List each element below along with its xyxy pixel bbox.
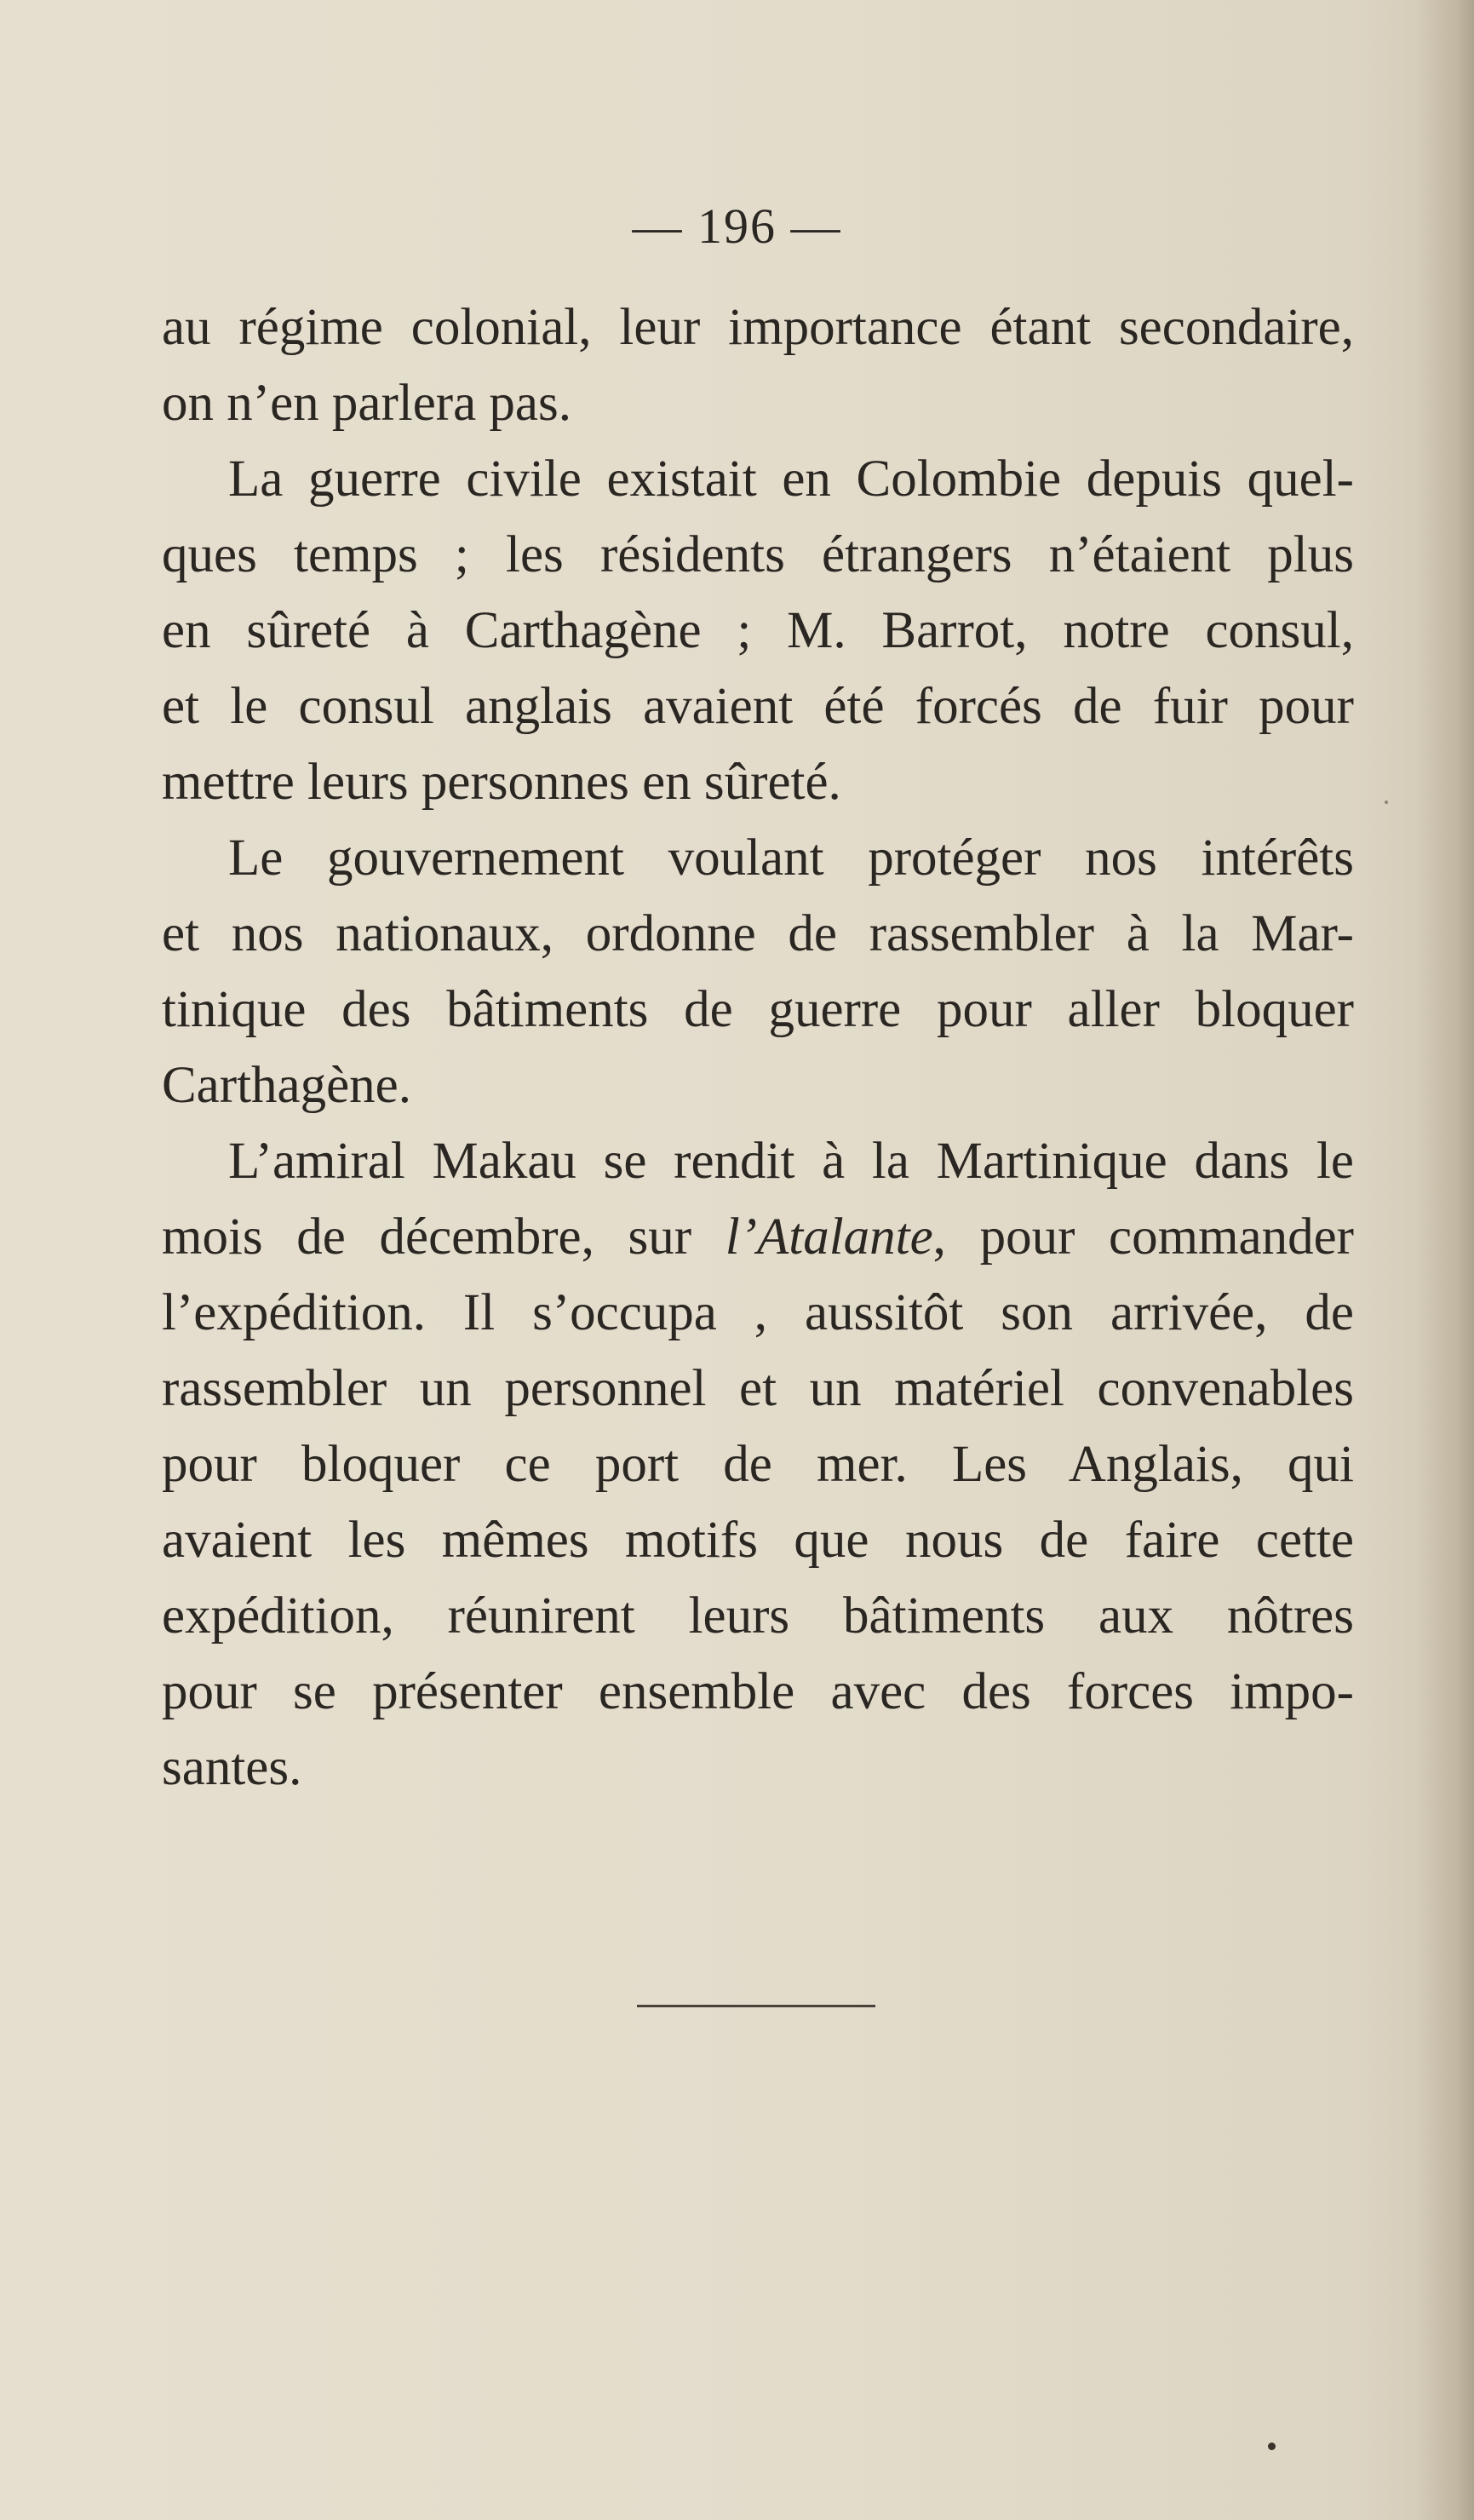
paragraph-start-line: Le gouvernement voulant protéger nos intérêts (228, 829, 1354, 887)
text-line: rassembler un personnel et un matériel convenables (162, 1360, 1354, 1417)
text-line (162, 1199, 1354, 1275)
ink-speck (1268, 2443, 1276, 2450)
text-line: santes. (162, 1739, 302, 1796)
body-text (162, 290, 1354, 1805)
section-rule (637, 2005, 875, 2007)
text-line: ques temps ; les résidents étrangers n’étaient plus (162, 526, 1354, 583)
text-line: pour bloquer ce port de mer. Les Anglais, qui (162, 1436, 1354, 1493)
text-line: tinique des bâtiments de guerre pour aller bloquer (162, 981, 1354, 1038)
ink-speck (1385, 801, 1388, 804)
page-number: — 196 — (632, 198, 842, 254)
text-line: au régime colonial, leur importance étant secondaire, (162, 299, 1354, 356)
page-edge-shadow (1414, 0, 1474, 2520)
paragraph-start-line: L’amiral Makau se rendit à la Martinique dans le (228, 1133, 1354, 1190)
text-line: on n’en parlera pas. (162, 375, 572, 432)
text-line: mettre leurs personnes en sûreté. (162, 754, 841, 811)
text-line: avaient les mêmes motifs que nous de faire cette (162, 1512, 1354, 1569)
text-line: Carthagène. (162, 1057, 411, 1114)
text-line: en sûreté à Carthagène ; M. Barrot, notre consul, (162, 602, 1354, 659)
text-line: et le consul anglais avaient été forcés de fuir pour (162, 678, 1354, 735)
text-line: et nos nationaux, ordonne de rassembler à la Mar- (162, 905, 1354, 962)
text-run: , pour commander (932, 1208, 1354, 1266)
text-line: l’expédition. Il s’occupa , aussitôt son arrivée, de (162, 1284, 1354, 1341)
paragraph-start-line: La guerre civile existait en Colombie depuis quel- (228, 451, 1354, 508)
ship-name-italic: l’Atalante (725, 1208, 933, 1266)
text-line: expédition, réunirent leurs bâtiments aux nôtres (162, 1587, 1354, 1645)
text-line: pour se présenter ensemble avec des forces impo- (162, 1663, 1354, 1720)
text-run: mois de décembre, sur (162, 1208, 726, 1266)
